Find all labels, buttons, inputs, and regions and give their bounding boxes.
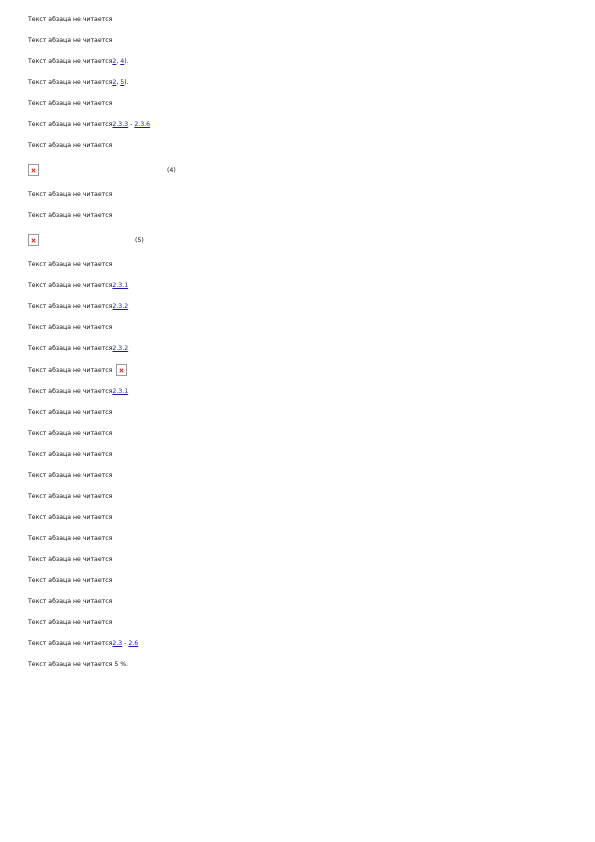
paragraph-text: ,: [116, 79, 121, 86]
broken-image-icon: [28, 164, 39, 176]
paragraph-2: [28, 35, 581, 46]
paragraph-text: Текст абзаца не читается: [28, 121, 113, 128]
paragraph-text: Текст абзаца не читается: [28, 430, 113, 437]
formula-5-row: [28, 231, 581, 249]
paragraph-text: Текст абзаца не читается: [28, 366, 113, 374]
section-link-2-3-1[interactable]: 2.3.1: [112, 388, 129, 395]
paragraph-text: ,: [116, 58, 121, 65]
section-link-2-3-2[interactable]: 2.3.2: [112, 303, 129, 310]
paragraph-2-3-5: [28, 77, 581, 88]
paragraph-2-8: [28, 659, 581, 670]
paragraph-where-delta: [28, 259, 581, 270]
paragraph-text: Текст абзаца не читается: [28, 212, 113, 219]
paragraph-functional-dependence: [28, 554, 581, 565]
paragraph-text: Текст абзаца не читается: [28, 324, 113, 331]
paragraph-2-3-7: [28, 119, 581, 130]
formula-number: (4): [167, 166, 176, 174]
paragraph-c-eq: [28, 364, 581, 376]
paragraph-text: Текст абзаца не читается: [28, 514, 113, 521]
paragraph-text: Текст абзаца не читается: [28, 282, 113, 289]
section-link-2-3[interactable]: 2.3: [112, 640, 123, 647]
broken-image-icon: [28, 234, 39, 246]
paragraph-text: Текст абзаца не читается: [28, 261, 113, 268]
paragraph-a-b: [28, 386, 581, 397]
section-link-2-3-3[interactable]: 2.3.3: [112, 121, 129, 128]
paragraph-text: Текст абзаца не читается: [28, 598, 113, 605]
item-link-4[interactable]: 4: [120, 58, 125, 65]
paragraph-text: -: [128, 121, 135, 128]
formula-4-row: [28, 161, 581, 179]
paragraph-complex-formula: [28, 407, 581, 418]
section-link-2-3-6[interactable]: 2.3.6: [134, 121, 151, 128]
paragraph-2-7: [28, 638, 581, 649]
formula-number: (5): [135, 236, 144, 244]
paragraph-ratio: [28, 512, 581, 523]
paragraph-text: Текст абзаца не читается: [28, 100, 113, 107]
paragraph-text: Текст абзаца не читается: [28, 37, 113, 44]
paragraph-2-3-4: [28, 56, 581, 67]
paragraph-2-6: [28, 617, 581, 628]
paragraph-text: Текст абзаца не читается: [28, 451, 113, 458]
paragraph-text: Текст абзаца не читается: [28, 661, 113, 668]
paragraph-text: Текст абзаца не читается: [28, 619, 113, 626]
paragraph-constant-value: [28, 491, 581, 502]
paragraph-text: Текст абзаца не читается: [28, 191, 113, 198]
paragraph-text: 5 %.: [114, 661, 129, 668]
paragraph-text: Текст абзаца не читается: [28, 409, 113, 416]
paragraph-text: Текст абзаца не читается: [28, 142, 113, 149]
paragraph-text: Текст абзаца не читается: [28, 16, 113, 23]
paragraph-text: Текст абзаца не читается: [28, 556, 113, 563]
item-link-5[interactable]: 5: [120, 79, 125, 86]
paragraph-text: Текст абзаца не читается: [28, 493, 113, 500]
paragraph-text: Текст абзаца не читается: [28, 577, 113, 584]
paragraph-standards-range: [28, 428, 581, 439]
paragraph-c-d: [28, 343, 581, 354]
paragraph-2-3-8: [28, 140, 581, 151]
paragraph-text: Текст абзаца не читается: [28, 472, 113, 479]
broken-image-icon: [116, 364, 127, 376]
paragraph-text: Текст абзаца не читается: [28, 535, 113, 542]
paragraph-q: [28, 301, 581, 312]
paragraph-text: Текст абзаца не читается: [28, 58, 113, 65]
paragraph-text: Текст абзаца не читается: [28, 303, 113, 310]
paragraph-text: Текст абзаца не читается: [28, 388, 113, 395]
paragraph-text: Текст абзаца не читается: [28, 640, 113, 647]
appendix-link-2[interactable]: 2: [112, 58, 117, 65]
paragraph-dependence: [28, 533, 581, 544]
appendix-link-2[interactable]: 2: [112, 79, 117, 86]
section-link-2-3-1[interactable]: 2.3.1: [112, 282, 129, 289]
paragraph-2-3-6: [28, 98, 581, 109]
paragraph-text: ).: [124, 79, 129, 86]
section-link-2-3-2[interactable]: 2.3.2: [112, 345, 129, 352]
paragraph-or-by-formula: [28, 210, 581, 221]
paragraph-if-delta: [28, 189, 581, 200]
paragraph-text: -: [122, 640, 129, 647]
paragraph-2-5: [28, 596, 581, 607]
paragraph-delta-x: [28, 280, 581, 291]
paragraph-1: [28, 14, 581, 25]
paragraph-text: ).: [124, 58, 129, 65]
paragraph-text: Текст абзаца не читается: [28, 345, 113, 352]
paragraph-text: Текст абзаца не читается: [28, 79, 113, 86]
paragraph-xk: [28, 322, 581, 333]
paragraph-additional-error: [28, 575, 581, 586]
paragraph-2-4: [28, 470, 581, 481]
section-link-2-6[interactable]: 2.6: [128, 640, 139, 647]
paragraph-c-d-relation: [28, 449, 581, 460]
